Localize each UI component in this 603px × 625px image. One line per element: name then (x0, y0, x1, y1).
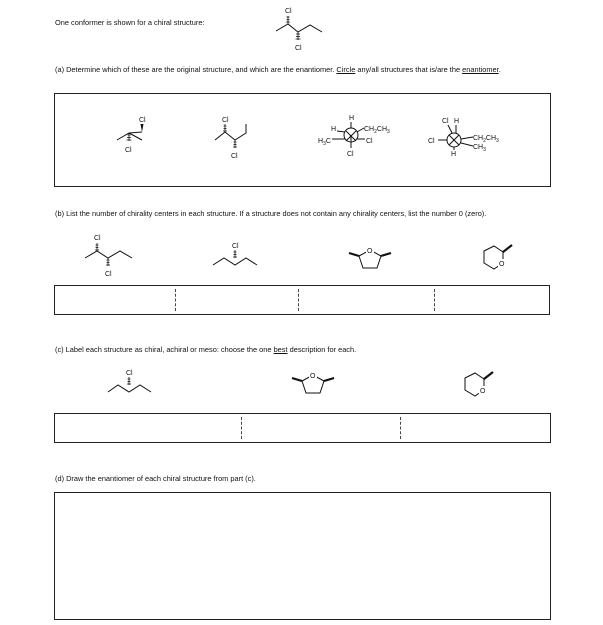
part-b-prompt: (b) List the number of chirality centers in each structure. If a structure does not contain any chirality centers, list the number 0 (zero). (55, 209, 487, 218)
structure-c3-oxane (451, 364, 511, 414)
skeleton-top (276, 24, 322, 32)
structure-a3-newman[interactable] (310, 112, 410, 172)
structure-b2 (208, 240, 278, 290)
part-d-prompt: (d) Draw the enantiomer of each chiral structure from part (c). (55, 474, 256, 483)
c3-o: O (480, 388, 486, 395)
b1-skeleton (85, 251, 132, 258)
circle-word: Circle (336, 65, 356, 74)
b2-skeleton (213, 258, 257, 265)
part-a-prompt: (a) Determine which of these are the original structure, and which are the enantiomer. Circle any/all structures that is/are the enantiomer. (55, 65, 501, 74)
a2-hash-top (223, 124, 227, 132)
structure-c2-oxolane (283, 365, 353, 415)
part-b-answer-1[interactable] (55, 286, 175, 314)
c2-methyl-left (292, 378, 302, 381)
a4-ch2ch3-label: $CH_2CH_3$ (473, 135, 499, 144)
a1-skeleton (117, 132, 142, 140)
part-d-drawing-area[interactable] (54, 492, 551, 620)
part-c-answer-3[interactable] (400, 414, 550, 442)
b1-hash-bottom (106, 258, 110, 266)
structure-a4-newman[interactable] (428, 112, 528, 172)
a3-cl-right: Cl (366, 138, 373, 145)
best-word: best (273, 345, 288, 354)
c3-methyl (484, 372, 493, 379)
structure-b1 (80, 232, 150, 282)
b1-hash-top (95, 243, 99, 251)
hash-bond-bottom (296, 32, 301, 40)
a3-h-top: H (349, 115, 355, 122)
part-c-answer-2[interactable] (241, 414, 400, 442)
b4-o: O (499, 261, 505, 268)
hash-bond-top (286, 16, 290, 24)
b3-methyl-right (381, 253, 391, 256)
c2-o: O (310, 373, 316, 380)
part-b-answer-2[interactable] (175, 286, 298, 314)
b2-cl-top: Cl (232, 243, 239, 250)
structure-b4-oxane (470, 237, 530, 287)
c2-methyl-right (324, 378, 334, 381)
a3-h3c-label: $H_3C$ (318, 138, 331, 147)
c1-cl-top: Cl (126, 370, 133, 377)
enantiomer-word: enantiomer (462, 65, 499, 74)
a3-ch2ch3-label: $CH_2CH_3$ (364, 126, 390, 135)
a1-cl-top: Cl (139, 117, 146, 124)
a1-wedge-top (141, 124, 144, 132)
a4-cl-left: Cl (428, 138, 435, 145)
structure-a1[interactable] (112, 114, 172, 164)
cl-label-bottom: Cl (295, 45, 302, 52)
a4-h-bottom: H (451, 151, 457, 158)
b3-methyl-left (349, 253, 359, 256)
a1-cl-bottom: Cl (125, 147, 132, 154)
a2-cl-bottom: Cl (231, 153, 238, 160)
structure-c1 (108, 367, 178, 417)
part-b-answer-3[interactable] (298, 286, 434, 314)
c1-hash-top (127, 377, 131, 385)
a4-cl-top: Cl (442, 118, 449, 125)
b4-methyl (503, 245, 512, 252)
c1-skeleton (108, 385, 151, 392)
part-b-answer-4[interactable] (434, 286, 549, 314)
part-b-answer-box (54, 285, 550, 315)
original-structure-molecule (268, 5, 328, 55)
part-c-prompt: (c) Label each structure as chiral, achiral or meso: choose the one best description for each. (55, 345, 357, 354)
structure-a2[interactable] (200, 114, 260, 169)
cl-label-top: Cl (285, 8, 292, 15)
b1-cl-top: Cl (94, 235, 101, 242)
structure-b3-oxolane (340, 240, 410, 290)
a3-h-left: H (331, 126, 337, 133)
b2-hash-top (233, 250, 237, 258)
part-c-answer-box (54, 413, 551, 443)
intro-text: One conformer is shown for a chiral structure: (55, 18, 205, 27)
a2-skeleton (215, 124, 246, 140)
b3-o: O (367, 248, 373, 255)
a2-cl-top: Cl (222, 117, 229, 124)
a3-cl-bottom: Cl (347, 151, 354, 158)
a2-hash-bottom (233, 140, 237, 148)
b1-cl-bottom: Cl (105, 271, 112, 278)
part-c-answer-1[interactable] (55, 414, 241, 442)
a4-ch3-label: $CH_3$ (473, 144, 486, 153)
a4-h-top: H (454, 118, 460, 125)
